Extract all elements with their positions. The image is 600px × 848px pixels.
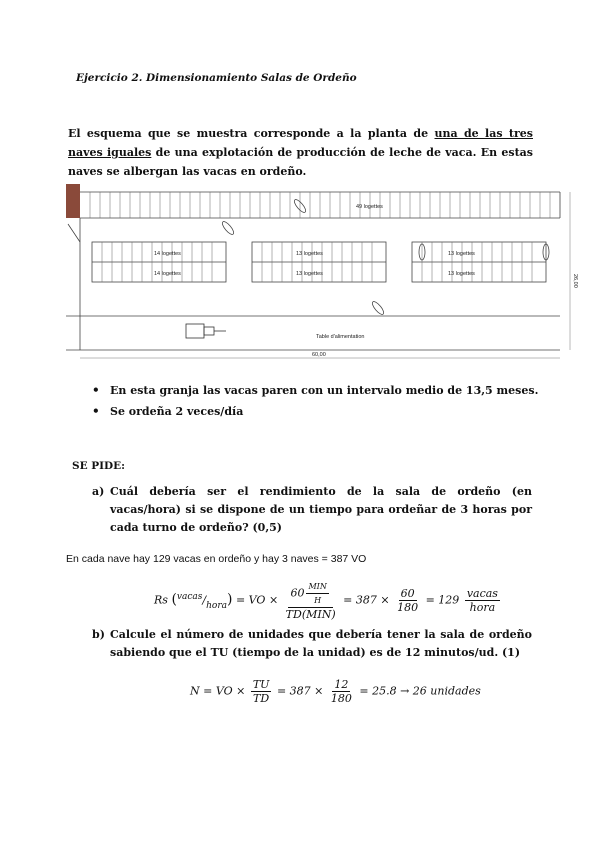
height-dimension: 26,00 (572, 274, 578, 288)
fraction-60-min-h (284, 580, 338, 621)
right-bottom-stalls-label: 13 logettes (448, 271, 475, 277)
fraction-12-180 (329, 678, 354, 705)
f1-num-top: MIN (306, 580, 328, 594)
eq-387: = 387 × (343, 593, 390, 607)
rs-vacas: vacas (176, 591, 203, 602)
top-stalls-label: 49 logettes (356, 204, 383, 210)
eq-129: = 129 (425, 593, 460, 607)
plan-corner-block (66, 184, 80, 218)
bullet-text: En esta granja las vacas paren con un intervalo medio de 13,5 meses. (110, 384, 539, 397)
intro-part2: de una explotación de producción de leche de vaca. En estas naves se albergan las vacas en ordeño. (68, 146, 533, 178)
list-item (92, 383, 538, 404)
list-item (92, 404, 538, 425)
rs-symbol: Rs (154, 593, 168, 607)
bullet-icon: • (92, 404, 100, 418)
se-pide-heading: SE PIDE: (72, 460, 126, 472)
barn-floor-plan (66, 184, 578, 362)
rs-hora: hora (206, 600, 227, 611)
question-b (92, 626, 532, 662)
f1-num-bot: H (314, 596, 322, 605)
f2-den: 180 (397, 601, 419, 614)
eq-n-vo: N = VO × (190, 684, 246, 698)
mid-top-stalls-label: 13 logettes (296, 251, 323, 257)
answer-a-text: En cada nave hay 129 vacas en ordeño y hay 3 naves = 387 VO (66, 553, 367, 565)
f3-den: hora (469, 601, 496, 614)
page-title: Ejercicio 2. Dimensionamiento Salas de Ordeño (76, 72, 357, 84)
intro-underlined: una de las tres naves iguales (68, 127, 533, 159)
b-f1-den: TD (253, 692, 270, 705)
question-b-label: b) (92, 628, 105, 641)
question-a (92, 483, 532, 537)
fraction-60-180 (395, 587, 420, 614)
f1-num-a: 60 (290, 586, 305, 600)
question-b-text: Calcule el número de unidades que debería tener la sala de ordeño sabiendo que el TU (tiempo de la unidad) es de 12 minutos/ud. (1) (110, 628, 532, 659)
fraction-vacas-hora (465, 587, 500, 614)
eq-b-387: = 387 × (276, 684, 324, 698)
f1-den: TD(MIN) (285, 608, 336, 621)
b-f2-num: 12 (334, 678, 349, 691)
mid-bottom-stalls-label: 13 logettes (296, 271, 323, 277)
left-top-stalls-label: 14 logettes (154, 251, 181, 257)
bullet-icon: • (92, 383, 100, 397)
question-a-text: Cuál debería ser el rendimiento de la sala de ordeño (en vacas/hora) si se dispone de un tiempo para ordeñar de 3 horas por cada turno de ordeño? (0,5) (110, 485, 532, 534)
fraction-tu-td (251, 678, 272, 705)
left-bottom-stalls-label: 14 logettes (154, 271, 181, 277)
feed-table-label: Table d'alimentation (316, 334, 365, 340)
width-dimension: 60,00 (312, 352, 326, 358)
bullet-text: Se ordeña 2 veces/día (110, 405, 244, 418)
answer-a-equation: Rs $(^{vacas}/_{hora})$ = VO × 60 $\frac{\text{MIN}}{H}$ TD(MIN) = 387 × $\frac{60}{180}$ = 129 $\frac{\text{vacas}}{\text{hora}}$ (154, 582, 498, 621)
conditions-list (92, 383, 538, 425)
b-f2-den: 180 (330, 692, 352, 705)
right-top-stalls-label: 13 logettes (448, 251, 475, 257)
f2-num: 60 (400, 587, 415, 600)
question-a-label: a) (92, 485, 105, 498)
intro-part1: El esquema que se muestra corresponde a la planta de (68, 127, 435, 140)
intro-paragraph (68, 124, 533, 181)
answer-b-equation (190, 678, 481, 705)
eq-b-result: = 25.8 → 26 unidades (359, 684, 481, 698)
eq-vo: = VO × (235, 593, 279, 607)
f3-num: vacas (466, 587, 498, 600)
b-f1-num: TU (252, 678, 270, 691)
